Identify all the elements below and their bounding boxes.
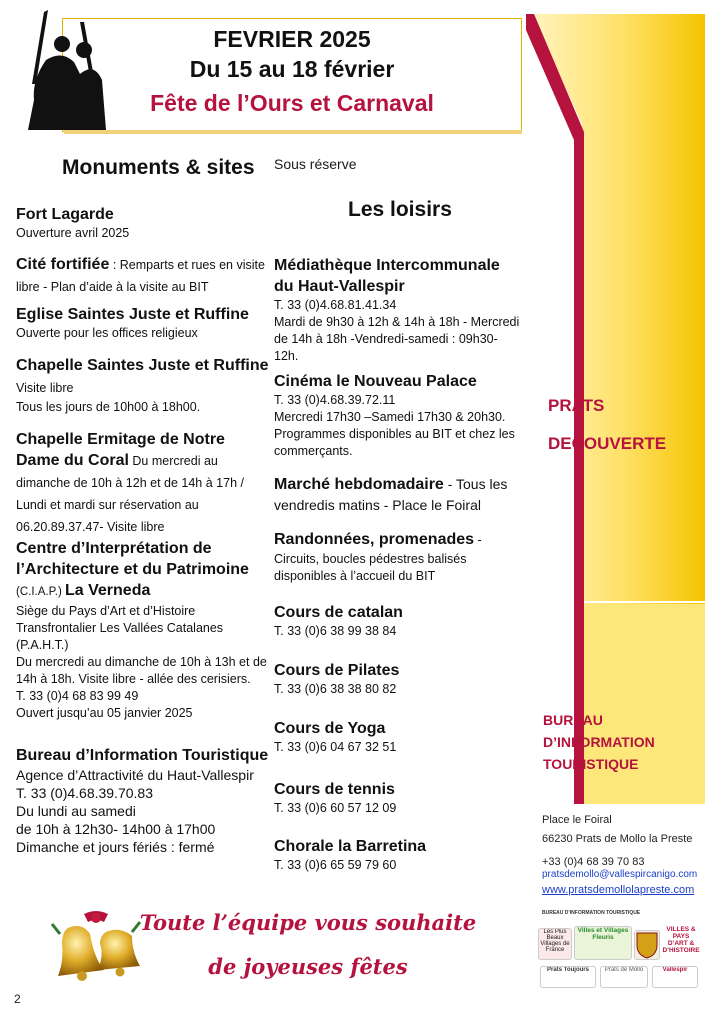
loisir-title: Médiathèque Intercommunale du Haut-Vallespir [274,257,500,295]
loisir-title: Marché hebdomadaire [274,476,444,493]
monument-body: T. 33 (0)4 68 83 99 49 [16,689,139,703]
loisir-body: T. 33 (0)6 38 38 80 82 [274,682,397,696]
monument-title: Centre d’Interprétation de l’Architecture et du Patrimoine [16,540,249,578]
loisir-item [274,779,522,817]
loisir-title: Cours de Pilates [274,662,400,679]
side-bureau-3: TOURISTIQUE [543,756,639,772]
side-label-prats: PRATS [548,396,605,415]
beaux-villages-logo [538,928,572,960]
loisir-title: Randonnées, promenades [274,531,475,548]
monument-item [16,355,272,416]
monument-title: Cité fortifiée [16,256,110,273]
loisir-item [274,718,522,756]
silhouette-figures-icon [14,4,122,132]
crest-icon [635,931,659,959]
loisir-title: Chorale la Barretina [274,838,427,855]
loisir-body: T. 33 (0)4.68.81.41.34 Mardi de 9h30 à 12h & 14h à 18h - Mercredi de 14h à 18h -Vendredi-samedi : 09h30-12h. [274,298,520,363]
header-event: Fête de l’Ours et Carnaval [150,90,434,116]
monument-body: Ouvert jusqu’au 05 janvier 2025 [16,706,193,720]
beaux-villages-logo-text: Les Plus Beaux Villages de France [540,929,570,953]
loisirs-title: Les loisirs [348,198,452,221]
loisir-title: Cours de Yoga [274,720,386,737]
loisir-body: T. 33 (0)4.68.39.72.11 Mercredi 17h30 –Samedi 17h30 & 20h30. Programmes disponibles au BIT et chez les commerçants. [274,393,515,458]
prats-toujours-logo [540,966,596,988]
loisir-item [274,660,522,698]
wish-line-2: de joyeuses fêtes [208,954,408,979]
contact-email[interactable]: pratsdemollo@vallespircanigo.com [542,869,698,880]
loisir-item [274,474,522,516]
header-shadow [64,130,524,134]
loisir-body: T. 33 (0)6 60 57 12 09 [274,801,397,815]
contact-banner: BUREAU D’INFORMATION TOURISTIQUE [542,910,641,916]
monument-body: de 10h à 12h30- 14h00 à 17h00 [16,821,216,837]
monument-prefix: (C.I.A.P.) [16,586,65,598]
loisir-body: T. 33 (0)6 38 99 38 84 [274,624,397,638]
loisir-inline: - Tous les vendredis matins - Place le Foiral [274,476,508,513]
loisir-item [274,836,522,874]
monument-body: Du lundi au samedi [16,803,136,819]
monument-body: Ouverte pour les offices religieux [16,326,198,340]
loisir-title: Cours de catalan [274,604,403,621]
monument-body: Du mercredi au dimanche de 10h à 13h et de 14h à 18h. Visite libre - allée des cerisiers. [16,655,267,686]
loisir-title: Cours de tennis [274,781,395,798]
monument-name: La Verneda [65,582,151,599]
side-label-decouverte: DECOUVERTE [548,434,667,453]
monument-inline: Du mercredi au dimanche de 10h à 12h et de 14h à 17h / Lundi et mardi sur réservation au 06.20.89.37.47- Visite libre [16,454,244,534]
loisir-item [274,255,522,365]
monument-body: Ouverture avril 2025 [16,226,130,240]
monument-body: Siège du Pays d’Art et d’Histoire Transfrontalier Les Vallées Catalanes (P.A.H.T.) [16,604,224,652]
side-bureau-1: BUREAU [543,712,603,728]
contact-website-link[interactable]: www.pratsdemollolapreste.com [542,884,695,896]
villes-fleuris-logo-text: Villes et Villages Fleuris [577,927,629,941]
monument-item [16,304,272,342]
monument-body: T. 33 (0)4.68.39.70.83 [16,785,153,801]
monument-item [16,204,272,242]
monument-inline: : Remparts et rues en visite libre - Plan d’aide à la visite au BIT [16,258,265,294]
monument-body: Tous les jours de 10h00 à 18h00. [16,400,201,414]
monument-title: Eglise Saintes Juste et Ruffine [16,306,249,323]
monument-body: Agence d’Attractivité du Haut-Vallespir [16,767,254,783]
reserve-note: Sous réserve [274,156,357,172]
loisir-title: Cinéma le Nouveau Palace [274,373,477,390]
pays-art-logo [662,926,700,960]
villes-fleuris-logo [574,926,632,960]
loisir-item [274,371,522,460]
prats-mollo-logo-text: Prats de Mollo [604,967,644,973]
vallespir-logo [652,966,698,988]
prats-toujours-logo-text: Prats Toujours [547,967,589,973]
crest-logo [634,930,660,960]
pays-art-logo-text: VILLES & PAYS D’ART & D’HISTOIRE [662,926,700,954]
loisir-body: Circuits, boucles pédestres balisés disponibles à l’accueil du BIT [274,552,467,583]
contact-address-2: 66230 Prats de Mollo la Preste [542,833,693,845]
monument-item [16,429,272,538]
loisir-item [274,602,522,640]
monuments-title: Monuments & sites [62,156,255,179]
monument-item [16,745,272,856]
loisir-body: T. 33 (0)6 65 59 79 60 [274,858,397,872]
vallespir-logo-text: Vallespir [662,967,688,973]
monument-body: Dimanche et jours fériés : fermé [16,839,215,855]
wish-line-1: Toute l’équipe vous souhaite [139,910,477,935]
christmas-bells-icon [48,904,148,990]
page-number: 2 [14,992,21,1006]
prats-mollo-logo [600,966,648,988]
monument-title: Chapelle Ermitage de Notre Dame du Coral [16,431,225,469]
monument-title: Fort Lagarde [16,206,114,223]
monument-item [16,254,272,298]
contact-address-1: Place le Foiral [542,814,612,826]
header-dates: Du 15 au 18 février [189,56,395,82]
monument-inline: Visite libre [16,381,74,395]
header-month: FEVRIER 2025 [213,26,371,52]
loisir-body: T. 33 (0)6 04 67 32 51 [274,740,397,754]
monument-title: Bureau d’Information Touristique [16,747,269,764]
loisir-item [274,529,522,585]
side-bureau-2: D’INFORMATION [543,734,655,750]
contact-phone: +33 (0)4 68 39 70 83 [542,856,645,868]
monument-title: Chapelle Saintes Juste et Ruffine [16,357,269,374]
loisir-inline: - [474,533,482,547]
monument-item [16,538,272,722]
